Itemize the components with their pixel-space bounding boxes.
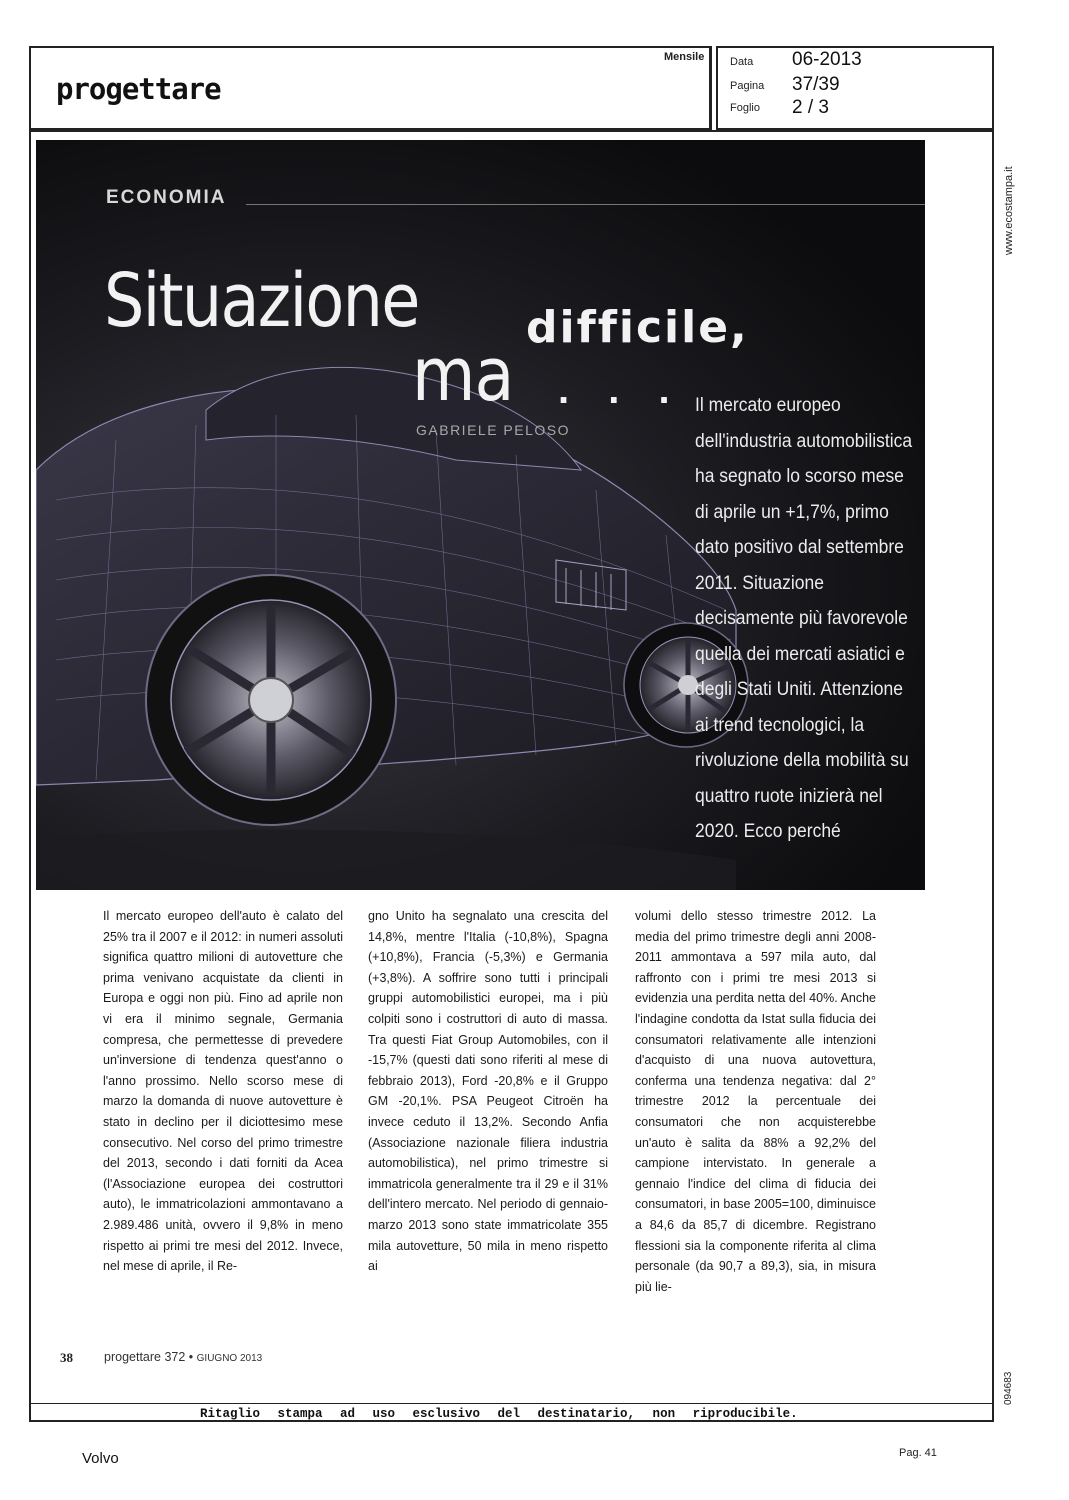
body-column-2: gno Unito ha segnalato una crescita del 14,8%, mentre l'Italia (-10,8%), Spagna (+10,8%), Francia (-5,3%) e Germania (+3,8%). A soffrire sono tutti i principali gruppi automobilistici europei, ma i più colpiti sono i costruttori di auto di massa. Tra questi Fiat Group Automobiles, con il -15,7% (questi dati sono riferiti al mese di febbraio 2013), Ford -20,8% e il Gruppo GM -20,1%. PSA Peugeot Citroën ha invece ceduto il 13,2%. Secondo Anfia (Associazione nazionale filiera industria automobilistica), nel primo trimestre si immatricola generalmente tra il 29 e il 31% dell'intero mercato. Nel periodo di gennaio-marzo 2013 sono state immatricolate 355 mila autovetture, 50 mila in meno rispetto ai bbox=[368, 909, 608, 1274]
page-folio: 38 bbox=[60, 1350, 73, 1365]
side-code: 094683 bbox=[1003, 1371, 1014, 1405]
meta-data-label: Data bbox=[730, 56, 754, 68]
page-number: Pag. 41 bbox=[899, 1447, 937, 1459]
headline-part-3: ma bbox=[412, 332, 514, 418]
issue-month: GIUGNO 2013 bbox=[196, 1353, 263, 1364]
side-url: www.ecostampa.it bbox=[1003, 166, 1015, 255]
meta-pagina-value: 37/39 bbox=[792, 74, 840, 95]
standfirst: Il mercato europeo dell'industria automobilistica ha segnato lo scorso mese di aprile un +1,7%, primo dato positivo dal settembre 2011. Situazione decisamente più favorevole quella dei mercati asiatici e degli Stati Uniti. Attenzione ai trend tecnologici, la rivoluzione della mobilità su quattro ruote inizierà nel 2020. Ecco perché bbox=[695, 395, 913, 842]
issue-line bbox=[104, 1350, 262, 1364]
body-column-3: volumi dello stesso trimestre 2012. La media del primo trimestre degli anni 2008-2011 ammontava a 597 mila auto, dal raffronto con i primi tre mesi 2013 si evidenzia una perdita netta del 40%. Anche l'indagine condotta da Istat sulla fiducia dei consumatori relativamente alle intenzioni d'acquisto di una nuova autovettura, conferma una tendenza negativa: dal 2° trimestre 2012 la percentuale dei consumatori che non acquisterebbe un'auto è salita da 88% a 92,2% del campione intervistato. In generale a gennaio l'indice del clima di fiducia dei consumatori, in base 2005=100, diminuisce a 84,6 da 85,7 di dicembre. Registrano flessioni sia la componente riferita al clima personale (da 90,7 a 89,3), sia, in misura più lie- bbox=[635, 909, 876, 1294]
headline-part-1: Situazione bbox=[104, 258, 419, 344]
headline-part-2: difficile, bbox=[526, 302, 749, 353]
frequency-label: Mensile bbox=[664, 51, 705, 63]
section-rule bbox=[246, 204, 925, 205]
publication-logo: progettare bbox=[56, 72, 221, 106]
issue-name: progettare 372 • bbox=[104, 1350, 194, 1364]
meta-foglio-label: Foglio bbox=[730, 102, 760, 114]
header-divider bbox=[711, 46, 717, 130]
headline-ellipsis: . . . bbox=[558, 368, 684, 412]
client-name: Volvo bbox=[82, 1450, 119, 1467]
meta-data-value: 06-2013 bbox=[792, 49, 862, 70]
disclaimer-rule bbox=[29, 1403, 994, 1404]
section-label: ECONOMIA bbox=[106, 187, 227, 208]
meta-foglio-value: 2 / 3 bbox=[792, 97, 829, 118]
meta-pagina-label: Pagina bbox=[730, 80, 765, 92]
author-byline: GABRIELE PELOSO bbox=[416, 422, 570, 438]
body-column-1: Il mercato europeo dell'auto è calato del 25% tra il 2007 e il 2012: in numeri assoluti significa quattro milioni di autovetture che prima venivano acquistate da clienti in Europa e oggi non più. Fino ad aprile non vi era il minimo segnale, Germania compresa, che permettesse di prevedere un'inversione di tendenza quest'anno o l'anno prossimo. Nello scorso mese di marzo la domanda di nuove autovetture è stato in declino per il diciottesimo mese consecutivo. Nel corso del primo trimestre del 2013, secondo i dati forniti da Acea (l'Associazione europea dei costruttori auto), le immatricolazioni ammontavano a 2.989.486 unità, ovvero il 9,8% in meno rispetto ai primi tre mesi del 2012. Invece, nel mese di aprile, il Re- bbox=[103, 909, 343, 1274]
disclaimer-text: Ritaglio stampa ad uso esclusivo del destinatario, non riproducibile. bbox=[200, 1407, 798, 1421]
hero-image bbox=[36, 140, 925, 890]
